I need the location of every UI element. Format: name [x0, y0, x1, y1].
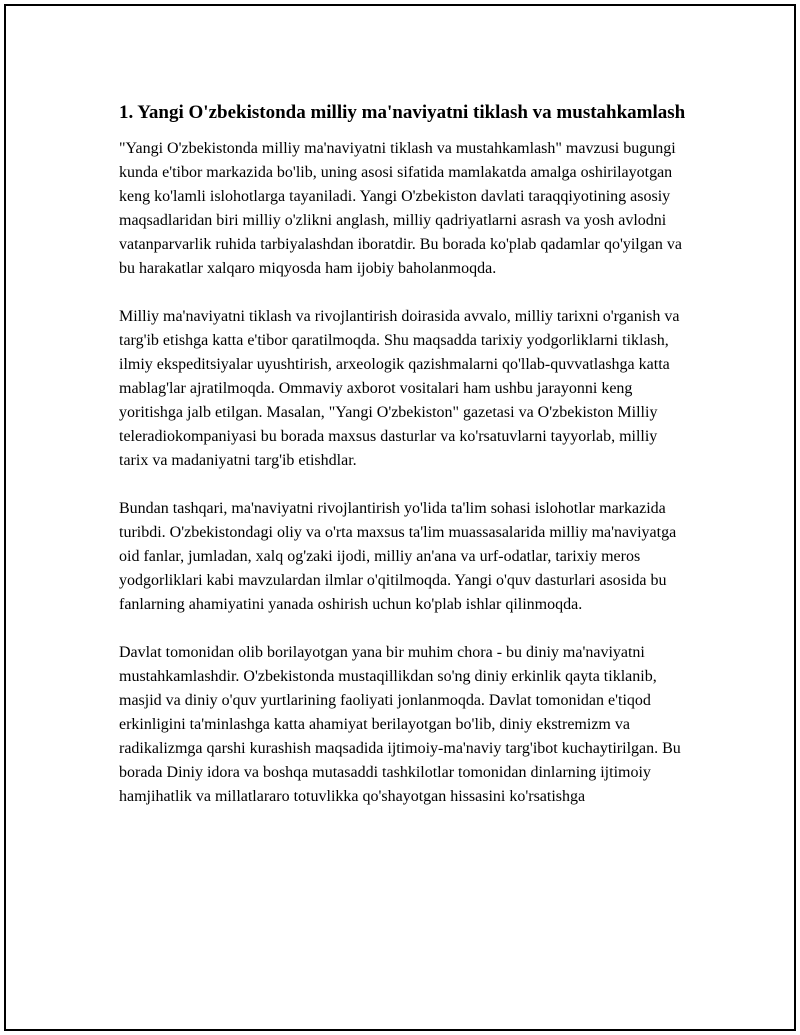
paragraph-3: Bundan tashqari, ma'naviyatni rivojlantirish yo'lida ta'lim sohasi islohotlar markazida turibdi. O'zbekistondagi oliy va o'rta maxsus ta'lim muassasalarida milliy ma'naviyatga oid fanlar, jumladan, xalq og'zaki ijodi, milliy an'ana va urf-odatlar, tarixiy meros yodgorliklari kabi mavzulardan ilmlar o'qitilmoqda. Yangi o'quv dasturlari asosida bu fanlarning ahamiyatini yanada oshirish uchun ko'plab ishlar qilinmoqda. [119, 500, 677, 613]
paragraph-1: "Yangi O'zbekistonda milliy ma'naviyatni tiklash va mustahkamlash" mavzusi bugungi kunda e'tibor markazida bo'lib, uning asosi sifatida mamlakatda amalga oshirilayotgan keng ko'lamli islohotlarga tayaniladi. Yangi O'zbekiston davlati taraqqiyotining asosiy maqsadlaridan biri milliy o'zlikni anglash, milliy qadriyatlarni asrash va yosh avlodni vatanparvarlik ruhida tarbiyalashdan iboratdir. Bu borada ko'plab qadamlar qo'yilgan va bu harakatlar xalqaro miqyosda ham ijobiy baholanmoqda. [119, 140, 682, 277]
document-body [119, 99, 689, 809]
paragraph-4: Davlat tomonidan olib borilayotgan yana bir muhim chora - bu diniy ma'naviyatni mustahkamlashdir. O'zbekistonda mustaqillikdan so'ng diniy erkinlik qayta tiklanib, masjid va diniy o'quv yurtlarining faoliyati jonlanmoqda. Davlat tomonidan e'tiqod erkinligini ta'minlashga katta ahamiyat berilayotgan bo'lib, diniy ekstremizm va radikalizmga qarshi kurashish maqsadida ijtimoiy-ma'naviy targ'ibot kuchaytirilgan. Bu borada Diniy idora va boshqa mutasaddi tashkilotlar tomonidan dinlarning ijtimoiy hamjihatlik va millatlararo totuvlikka qo'shayotgan hissasini ko'rsatishga [119, 644, 681, 805]
section-heading: 1. Yangi O'zbekistonda milliy ma'naviyatni tiklash va mustahkamlash [119, 102, 686, 123]
document-page [4, 4, 796, 1031]
paragraph-2: Milliy ma'naviyatni tiklash va rivojlantirish doirasida avvalo, milliy tarixni o'rganish va targ'ib etishga katta e'tibor qaratilmoqda. Shu maqsadda tarixiy yodgorliklarni tiklash, ilmiy ekspeditsiyalar uyushtirish, arxeologik qazishmalarni qo'llab-quvvatlashga katta mablag'lar ajratilmoqda. Ommaviy axborot vositalari ham ushbu jarayonni keng yoritishga jalb etilgan. Masalan, "Yangi O'zbekiston" gazetasi va O'zbekiston Milliy teleradiokompaniyasi bu borada maxsus dasturlar va ko'rsatuvlarni tayyorlab, milliy tarix va madaniyatni targ'ib etishdlar. [119, 308, 680, 469]
